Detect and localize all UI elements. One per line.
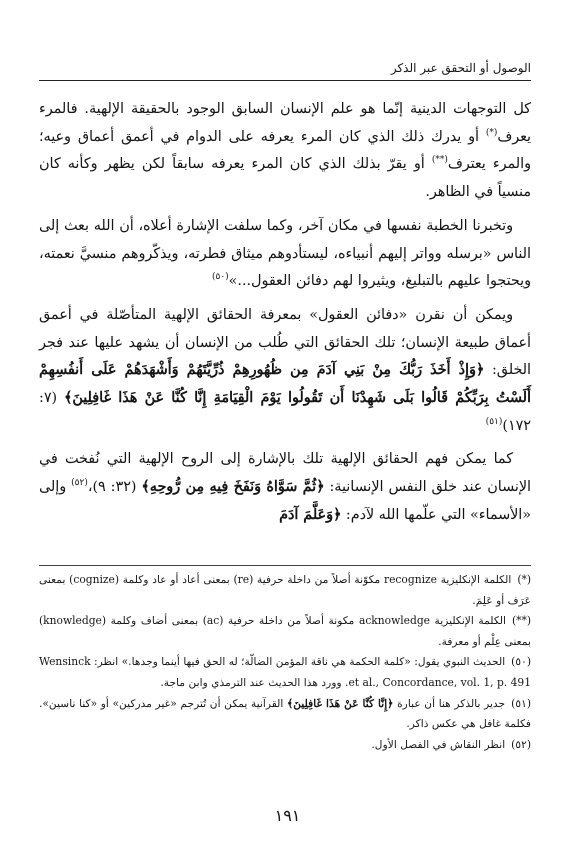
footnote: [39, 652, 531, 693]
footnote-mark: (٥٢): [511, 737, 531, 751]
footnotes: [39, 570, 531, 755]
footnote-text: الحديث النبوي يقول: «كلمة الحكمة هي ناقة المؤمن الضالّة؛ له الحق فيها أينما وجدها.» انظر:: [90, 655, 506, 669]
footnote-rule: [39, 565, 531, 566]
paragraph-4-text-a: كما يمكن فهم الحقائق الإلهية تلك بالإشارة إلى الروح الإلهية التي نُفخت في الإنسان عند خلق النفس الإنسانية:: [39, 451, 531, 496]
footnote-mark: (٥١): [511, 696, 531, 710]
footnote-mark: (٥٠): [511, 655, 531, 669]
paragraph-3-text: ويمكن أن نقرن «دفائن العقول» بمعرفة الحقائق الإلهية المتأصّلة في أعمق أعماق طبيعة الإنسان؛ تلك الحقائق التي طُلب من الإنسان أن يشهد عليها عند فجر الخلق:: [39, 306, 532, 379]
footnote-ref-50: (٥٠): [211, 272, 229, 283]
footnote-ref-52: (٥٢): [71, 478, 88, 489]
verse-reference: (٧: ١٧٢): [39, 390, 531, 434]
paragraph-1-text-a: كل التوجهات الدينية إنّما هو علم الإنسان السابق الوجود بالحقيقة الإلهية. فالمرء يعرف: [39, 101, 531, 145]
footnote: [39, 570, 531, 611]
footnote: [39, 694, 531, 735]
footnote-quran-phrase: ﴿إِنَّا كُنَّا عَنْ هَذَا غَافِلِينَ﴾: [286, 696, 394, 710]
paragraph-1-text-c: أو يقرّ بذلك الذي كان المرء يعرفه سابقاً لكن يظهر وكأنه كان منسياً في الظاهر.: [39, 156, 531, 201]
paragraph-1: [39, 96, 531, 207]
footnote-ref-51: (٥١): [485, 416, 503, 427]
paragraph-3: [39, 302, 531, 441]
paragraph-2-text: وتخبرنا الخطبة نفسها في مكان آخر، وكما سلفت الإشارة أعلاه، أن الله بعث إلى الناس «برسله وواتر إليهم أنبياءه، ليستأدوهم ميثاق فطرته، ويذكّروهم منسيَّ نعمته، ويحتجوا عليهم بالتبليغ، ويثيروا لهم دفائن العقول...»: [39, 217, 531, 290]
footnote-text: جدير بالذكر هنا أن عبارة: [393, 696, 506, 710]
footnote-text: الكلمة الإنكليزية: [430, 614, 506, 628]
footnote: [39, 735, 531, 756]
footnote-text: القرآنية يمكن أن تُترجم «غير مدركين» أو «كنا ناسين». فكلمة غافل هي عكس ذاكر.: [39, 696, 531, 731]
footnote-ref-star: (*): [485, 127, 498, 138]
paragraph-2: [39, 213, 531, 296]
paragraph-4-text-b: وإلى «الأسماء» التي علّمها الله لآدم:: [39, 479, 531, 523]
footnote-mark: (**): [511, 614, 532, 628]
page-number: ١٩١: [274, 806, 301, 825]
footnote-text: انظر النقاش في الفصل الأول.: [371, 737, 506, 751]
paragraph-4: [39, 446, 531, 529]
footnote-term: recognize: [384, 573, 437, 586]
footnote-citation: Wensinck et al., Concordance, vol. 1, p. 491: [39, 655, 531, 689]
footnote-mark: (*): [517, 573, 531, 586]
quran-verse-fragment: ﴿وَعَلَّمَ آدَمَ: [279, 506, 342, 523]
footnote-text: مكوّنة أصلاً من داخلة حرفية (re) بمعنى أعاد أو عاد وكلمة (cognize) بمعنى عَرَف أو عَلِمَ.: [39, 573, 531, 607]
footnote-text: . وورد هذا الحديث عند الترمذي وابن ماجة.: [160, 675, 349, 689]
quran-verse-32-9: ﴿ثُمَّ سَوَّاهُ وَنَفَخَ فِيهِ مِن رُّوحِهِ﴾: [141, 479, 325, 496]
verse-reference: (٣٢: ٩)،: [87, 479, 142, 496]
footnote-term: acknowledge: [358, 614, 431, 628]
running-head: الوصول أو التحقق عبر الذكر: [390, 61, 531, 75]
header-rule: [39, 80, 531, 81]
quran-verse-7-172: ﴿وَإِذْ أَخَذَ رَبُّكَ مِنْ بَنِي آدَمَ مِن ظُهُورِهِمْ ذُرِّيَّتَهُمْ وَأَشْهَدَهُمْ عَلَى أَنفُسِهِمْ أَلَسْتُ بِرَبِّكُمْ قَالُوا بَلَى شَهِدْنَا أَن تَقُولُوا يَوْمَ الْقِيَامَةِ إِنَّا كُنَّا عَنْ هَذَا غَافِلِينَ﴾: [39, 362, 531, 407]
paragraph-1-text-b: أو يدرك ذلك الذي كان المرء يعرفه على الدوام في أعمق أعماق وعيه؛ والمرء يعترف: [39, 128, 531, 173]
footnote: [39, 611, 531, 652]
footnote-text: الكلمة الإنكليزية: [436, 573, 512, 586]
footnote-ref-double-star: (**): [431, 155, 448, 166]
footnote-text: مكونة أصلاً من داخلة حرفية (ac) بمعنى أضاف وكلمة (knowledge) بمعنى عِلْم أو معرفة.: [39, 614, 531, 648]
main-text: [39, 96, 531, 536]
